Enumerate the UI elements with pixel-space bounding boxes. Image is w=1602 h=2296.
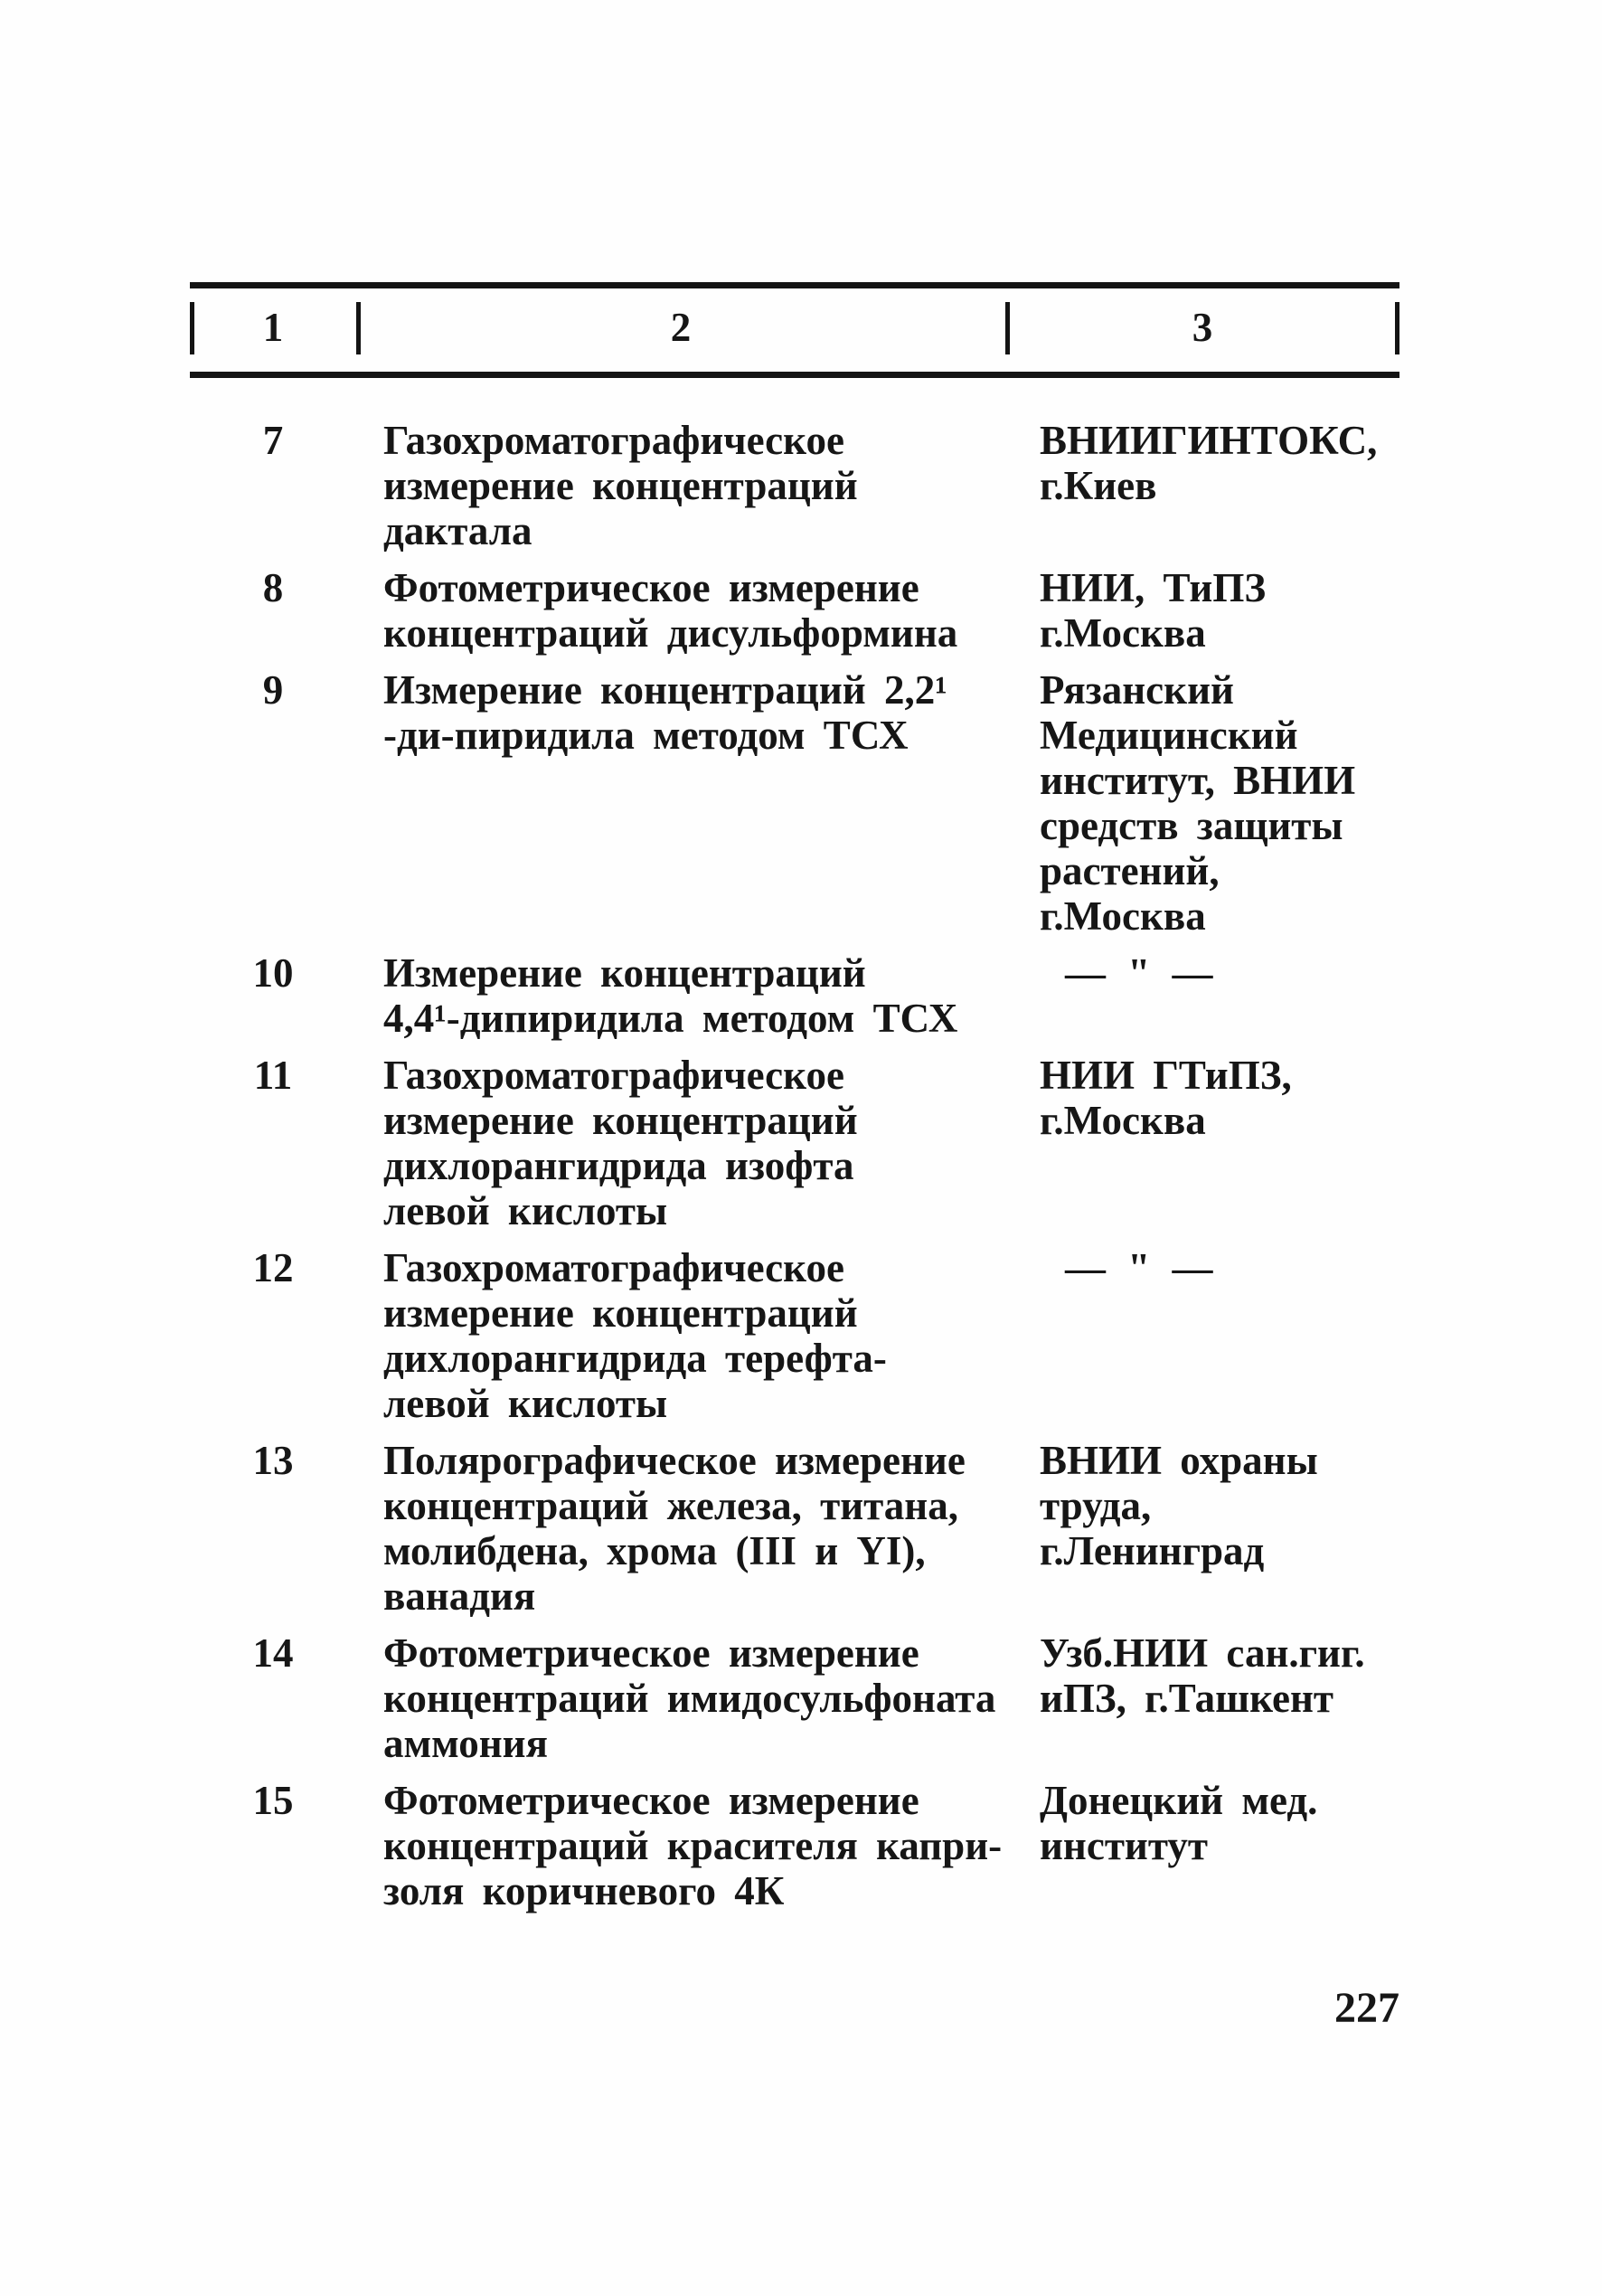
organization-line: растений, — [1040, 848, 1220, 893]
organization-line: Рязанский — [1040, 667, 1234, 713]
table-header-row — [190, 298, 1399, 358]
row-number-cell — [190, 1438, 356, 1619]
organization-cell — [1005, 950, 1399, 1041]
column-header-2: 2 — [670, 305, 692, 350]
method-line: левой кислоты — [383, 1381, 668, 1426]
organization-line: институт — [1040, 1823, 1208, 1868]
organization-line: иПЗ, г.Ташкент — [1040, 1676, 1333, 1721]
organization-cell — [1005, 1778, 1399, 1913]
method-cell — [356, 950, 1005, 1041]
table-row — [190, 418, 1399, 553]
method-line: Измерение концентраций 2,2¹ — [383, 667, 947, 713]
method-line: Газохроматографическое — [383, 1245, 844, 1290]
method-line: Фотометрическое измерение — [383, 565, 919, 610]
method-line: измерение концентраций — [383, 463, 858, 508]
method-line: левой кислоты — [383, 1188, 668, 1233]
method-line: измерение концентраций — [383, 1098, 858, 1143]
method-line: концентраций дисульформина — [383, 610, 958, 656]
method-cell — [356, 418, 1005, 553]
method-line: -ди-пиридила методом ТСХ — [383, 713, 909, 758]
row-number: 12 — [252, 1245, 294, 1290]
row-number-cell — [190, 418, 356, 553]
organization-line: институт, ВНИИ — [1040, 758, 1356, 803]
method-line: молибдена, хрома (III и YI), — [383, 1528, 926, 1573]
method-line: золя коричневого 4К — [383, 1868, 785, 1913]
row-number: 9 — [262, 667, 284, 713]
organization-line: НИИ ГТиПЗ, — [1040, 1053, 1292, 1098]
organization-cell — [1005, 418, 1399, 553]
table-row — [190, 950, 1399, 1041]
organization-line: НИИ, ТиПЗ — [1040, 565, 1267, 610]
ditto-mark: — " — — [1065, 950, 1215, 996]
row-number: 13 — [252, 1438, 294, 1483]
organization-line: г.Киев — [1040, 463, 1157, 508]
row-number: 7 — [262, 418, 284, 463]
row-number: 11 — [253, 1053, 293, 1098]
organization-line: Донецкий мед. — [1040, 1778, 1318, 1823]
organization-line: труда, — [1040, 1483, 1152, 1528]
organization-cell — [1005, 1630, 1399, 1766]
organization-cell — [1005, 1245, 1399, 1426]
method-cell — [356, 667, 1005, 939]
method-cell — [356, 1630, 1005, 1766]
organization-line: Медицинский — [1040, 713, 1298, 758]
organization-cell — [1005, 565, 1399, 656]
method-line: концентраций имидосульфоната — [383, 1676, 996, 1721]
row-number-cell — [190, 1245, 356, 1426]
organization-line: ВНИИ охраны — [1040, 1438, 1318, 1483]
table-row — [190, 1245, 1399, 1426]
ditto-mark: — " — — [1065, 1245, 1215, 1290]
row-number: 8 — [262, 565, 284, 610]
method-line: ванадия — [383, 1573, 536, 1619]
method-line: 4,4¹-дипиридила методом ТСХ — [383, 996, 958, 1041]
table-header-rule — [190, 372, 1399, 378]
table-top-rule — [190, 282, 1399, 288]
organization-cell — [1005, 1053, 1399, 1233]
row-number: 15 — [252, 1778, 294, 1823]
method-line: Измерение концентраций — [383, 950, 866, 996]
method-line: Фотометрическое измерение — [383, 1630, 919, 1676]
method-line: аммония — [383, 1721, 548, 1766]
table-row — [190, 1053, 1399, 1233]
method-line: Полярографическое измерение — [383, 1438, 966, 1483]
method-cell — [356, 565, 1005, 656]
method-cell — [356, 1245, 1005, 1426]
method-line: дихлорангидрида изофта — [383, 1143, 854, 1188]
row-number: 14 — [252, 1630, 294, 1676]
row-number-cell — [190, 1778, 356, 1913]
organization-cell — [1005, 1438, 1399, 1619]
organization-line: г.Москва — [1040, 1098, 1206, 1143]
method-line: измерение концентраций — [383, 1290, 858, 1336]
row-number-cell — [190, 565, 356, 656]
table-body — [190, 418, 1399, 1925]
organization-line: Узб.НИИ сан.гиг. — [1040, 1630, 1365, 1676]
column-header-3: 3 — [1192, 305, 1213, 350]
column-header-1: 1 — [262, 305, 284, 350]
row-number-cell — [190, 667, 356, 939]
table-row — [190, 1778, 1399, 1913]
table-row — [190, 565, 1399, 656]
page-number: 227 — [1334, 1984, 1399, 2032]
method-cell — [356, 1438, 1005, 1619]
method-line: концентраций железа, титана, — [383, 1483, 958, 1528]
method-line: Газохроматографическое — [383, 418, 844, 463]
organization-line: г.Москва — [1040, 893, 1206, 939]
row-number-cell — [190, 1630, 356, 1766]
method-line: концентраций красителя капри- — [383, 1823, 1003, 1868]
method-line: Фотометрическое измерение — [383, 1778, 919, 1823]
method-cell — [356, 1778, 1005, 1913]
table-row — [190, 1630, 1399, 1766]
table-row — [190, 1438, 1399, 1619]
organization-line: ВНИИГИНТОКС, — [1040, 418, 1378, 463]
row-number: 10 — [252, 950, 294, 996]
method-line: дихлорангидрида терефта- — [383, 1336, 887, 1381]
organization-line: г.Ленинград — [1040, 1528, 1265, 1573]
method-line: Газохроматографическое — [383, 1053, 844, 1098]
method-cell — [356, 1053, 1005, 1233]
method-line: дактала — [383, 508, 532, 553]
table-row — [190, 667, 1399, 939]
row-number-cell — [190, 1053, 356, 1233]
row-number-cell — [190, 950, 356, 1041]
organization-line: средств защиты — [1040, 803, 1343, 848]
organization-line: г.Москва — [1040, 610, 1206, 656]
organization-cell — [1005, 667, 1399, 939]
